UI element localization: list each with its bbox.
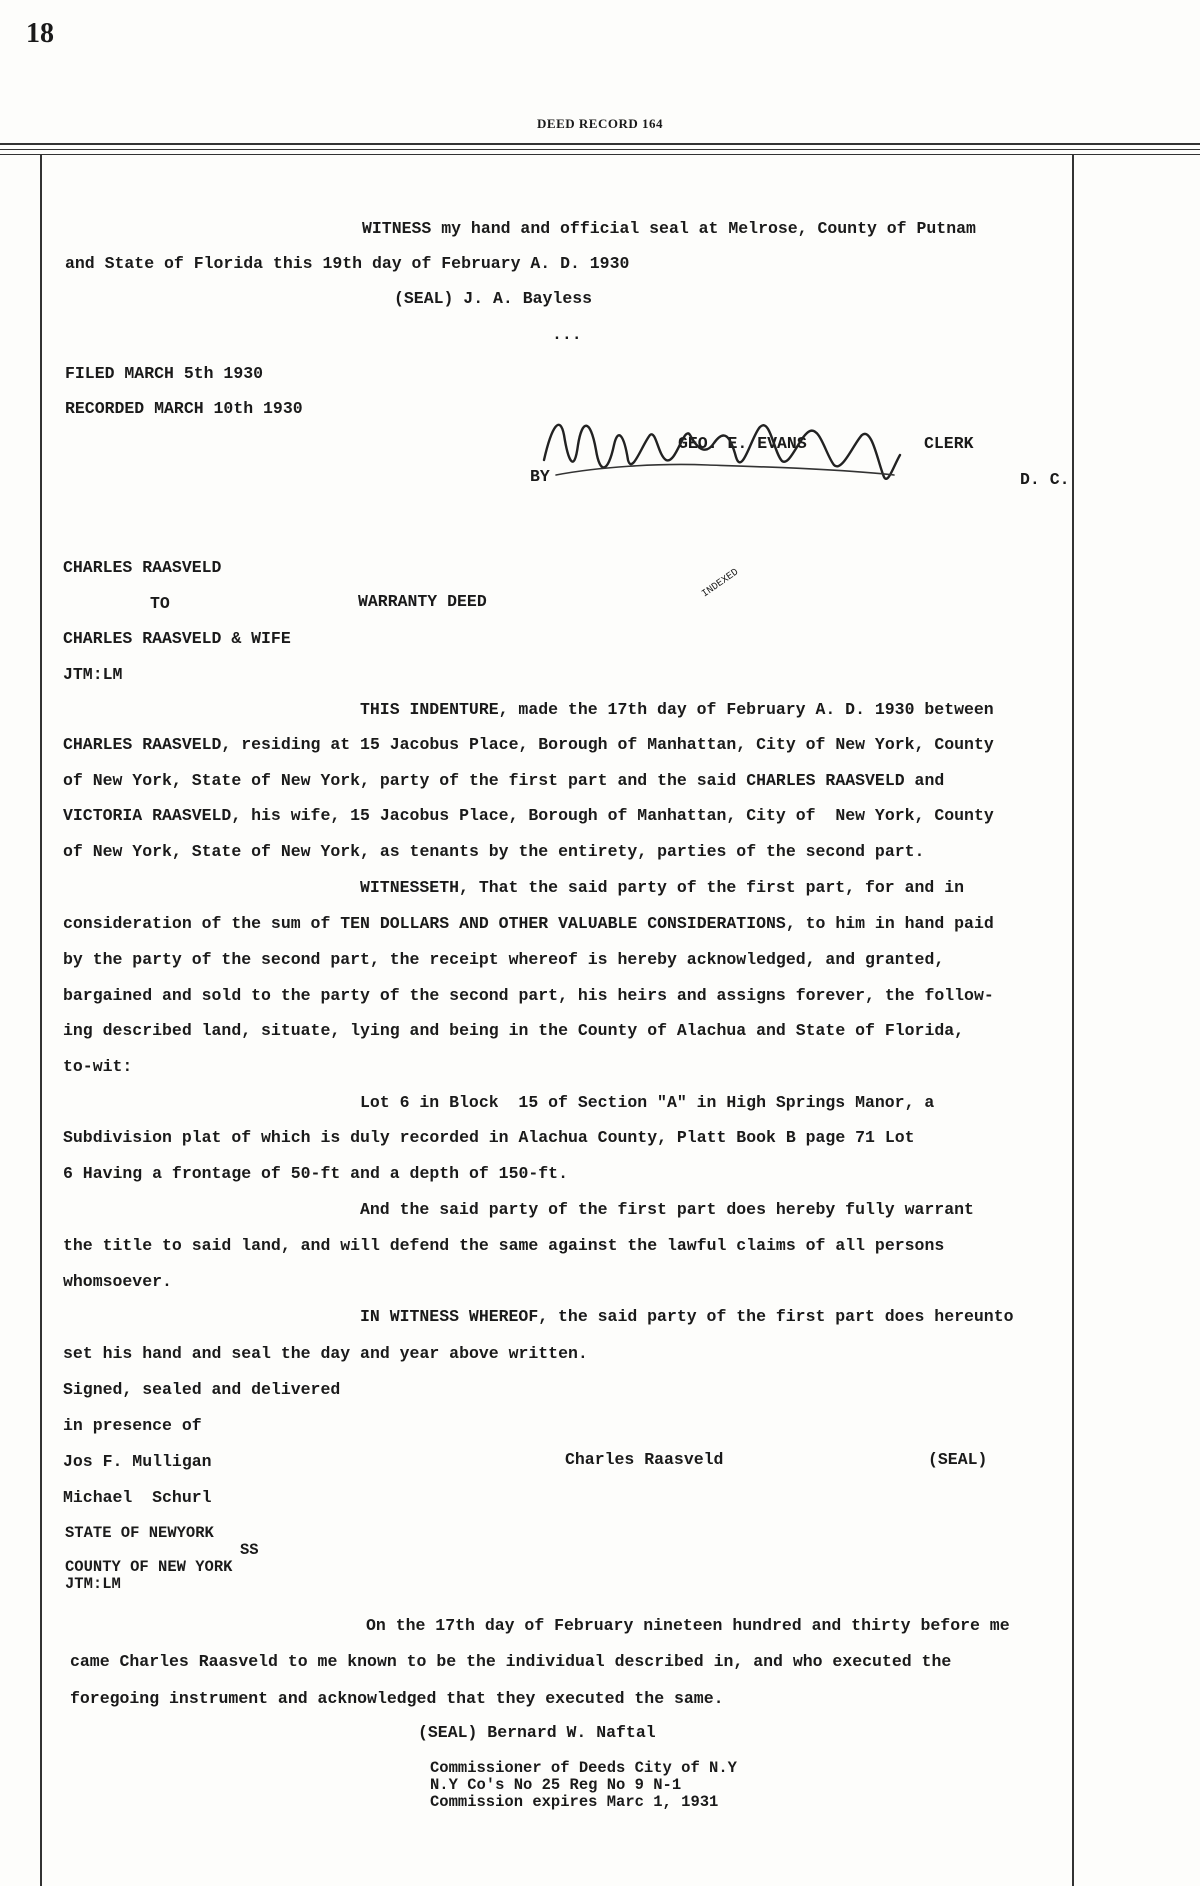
witnesseth-line: ing described land, situate, lying and being in the County of Alachua and State of Florida,	[63, 1021, 965, 1040]
notary-title: Commissioner of Deeds City of N.Y	[430, 1759, 737, 1777]
deputy-clerk-label: D. C.	[1020, 470, 1070, 489]
deed-type: WARRANTY DEED	[358, 592, 487, 611]
by-label: BY	[530, 467, 550, 486]
acknowledgment-line: foregoing instrument and acknowledged that they executed the same.	[70, 1689, 724, 1708]
witnesseth-line: to-wit:	[63, 1057, 133, 1076]
separator-dots: ...	[552, 325, 582, 344]
recorded-date: RECORDED MARCH 10th 1930	[65, 399, 303, 418]
indenture-line: of New York, State of New York, as tenants by the entirety, parties of the second part.	[63, 842, 925, 861]
venue-code: JTM:LM	[65, 1575, 121, 1593]
grantor-name: CHARLES RAASVELD	[63, 558, 222, 577]
in-presence-line: in presence of	[63, 1416, 202, 1435]
right-margin-rule	[1072, 155, 1074, 1886]
indenture-line: of New York, State of New York, party of the first part and the said CHARLES RAASVELD and	[63, 771, 945, 790]
in-witness-line: IN WITNESS WHEREOF, the said party of the first part does hereunto	[360, 1307, 1014, 1326]
notary-expiration: Commission expires Marc 1, 1931	[430, 1793, 719, 1811]
indenture-line: THIS INDENTURE, made the 17th day of February A. D. 1930 between	[360, 700, 994, 719]
legal-description-line: Lot 6 in Block 15 of Section "A" in High Springs Manor, a	[360, 1093, 935, 1112]
warranty-line: the title to said land, and will defend the same against the lawful claims of all persons	[63, 1236, 945, 1255]
header-rule-top	[0, 143, 1200, 145]
to-label: TO	[150, 594, 170, 613]
indenture-line: CHARLES RAASVELD, residing at 15 Jacobus Place, Borough of Manhattan, City of New York, County	[63, 735, 994, 754]
witnesseth-line: bargained and sold to the party of the second part, his heirs and assigns forever, the follow-	[63, 986, 994, 1005]
indenture-line: VICTORIA RAASVELD, his wife, 15 Jacobus Place, Borough of Manhattan, City of New York, County	[63, 806, 994, 825]
left-margin-rule	[40, 155, 42, 1886]
header-rule-mid	[0, 149, 1200, 150]
witness-name-2: Michael Schurl	[63, 1488, 212, 1507]
signed-sealed-line: Signed, sealed and delivered	[63, 1380, 341, 1399]
signer-seal: (SEAL)	[928, 1450, 988, 1469]
page-number: 18	[26, 18, 54, 49]
legal-description-line: Subdivision plat of which is duly recorded in Alachua County, Platt Book B page 71 Lot	[63, 1128, 915, 1147]
witness-line-2: and State of Florida this 19th day of February A. D. 1930	[65, 254, 630, 273]
acknowledgment-line: came Charles Raasveld to me known to be the individual described in, and who executed the	[70, 1652, 952, 1671]
clerk-label: CLERK	[924, 434, 974, 453]
deputy-clerk-signature	[538, 405, 918, 505]
filed-date: FILED MARCH 5th 1930	[65, 364, 264, 383]
witness-seal-line: (SEAL) J. A. Bayless	[394, 289, 593, 308]
venue-ss: SS	[240, 1541, 259, 1559]
notary-seal-line: (SEAL) Bernard W. Naftal	[418, 1723, 656, 1742]
notary-registration: N.Y Co's No 25 Reg No 9 N-1	[430, 1776, 682, 1794]
clerk-name: GEO. E. EVANS	[678, 434, 807, 453]
grantee-name: CHARLES RAASVELD & WIFE	[63, 629, 291, 648]
legal-description-line: 6 Having a frontage of 50-ft and a depth of 150-ft.	[63, 1164, 568, 1183]
venue-state: STATE OF NEWYORK	[65, 1524, 214, 1542]
witnesseth-line: by the party of the second part, the receipt whereof is hereby acknowledged, and granted,	[63, 950, 945, 969]
indexed-stamp: INDEXED	[700, 567, 742, 601]
acknowledgment-line: On the 17th day of February nineteen hundred and thirty before me	[366, 1616, 1010, 1635]
in-witness-line: set his hand and seal the day and year above written.	[63, 1344, 588, 1363]
witnesseth-line: WITNESSETH, That the said party of the first part, for and in	[360, 878, 964, 897]
venue-county: COUNTY OF NEW YORK	[65, 1558, 233, 1576]
warranty-line: whomsoever.	[63, 1272, 172, 1291]
witness-line-1: WITNESS my hand and official seal at Melrose, County of Putnam	[362, 219, 976, 238]
warranty-line: And the said party of the first part does hereby fully warrant	[360, 1200, 974, 1219]
header-rule-bottom	[0, 154, 1200, 155]
witness-name-1: Jos F. Mulligan	[63, 1452, 212, 1471]
witnesseth-line: consideration of the sum of TEN DOLLARS AND OTHER VALUABLE CONSIDERATIONS, to him in hand paid	[63, 914, 994, 933]
page-header: DEED RECORD 164	[537, 116, 663, 131]
signer-name: Charles Raasveld	[565, 1450, 724, 1469]
grantor-code: JTM:LM	[63, 665, 123, 684]
